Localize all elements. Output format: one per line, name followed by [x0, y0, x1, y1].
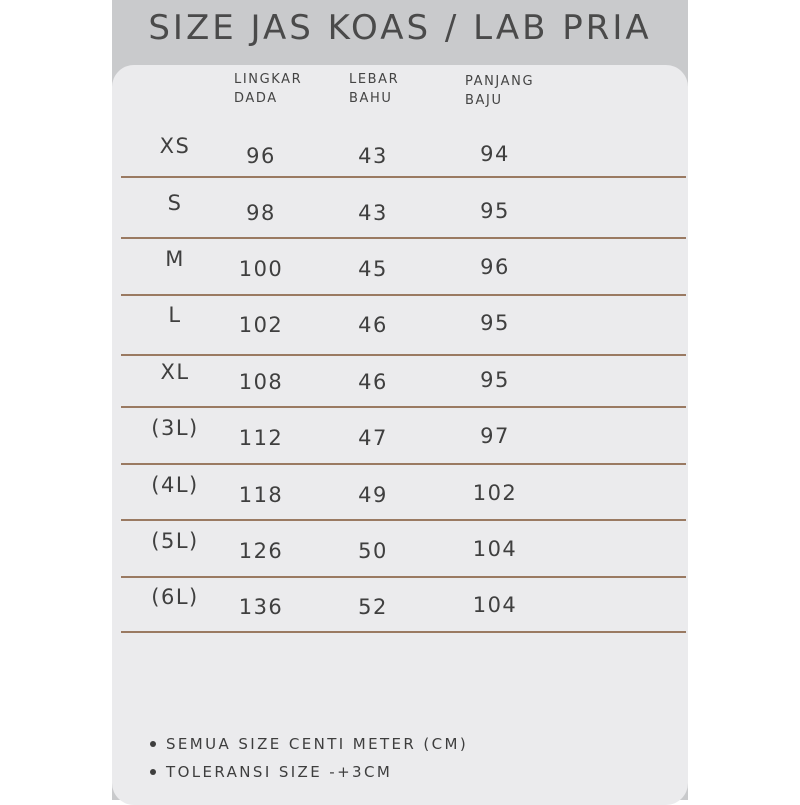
table-row — [0, 528, 800, 568]
size-cell: XL — [160, 360, 190, 384]
size-cell: S — [167, 191, 183, 215]
size-cell: M — [165, 247, 185, 271]
column-header-line: BAJU — [465, 93, 503, 108]
table-row — [0, 302, 800, 342]
column-header-line: LINGKAR — [234, 72, 303, 87]
panjang-baju-cell: 104 — [472, 537, 518, 561]
lingkar-dada-cell: 112 — [238, 426, 284, 450]
notes-list — [150, 730, 468, 786]
note-text: TOLERANSI SIZE -+3CM — [166, 763, 393, 781]
bullet-icon — [150, 741, 156, 747]
size-cell: (4L) — [151, 473, 199, 497]
lingkar-dada-cell: 100 — [238, 257, 284, 281]
lebar-bahu-cell: 49 — [358, 483, 388, 507]
table-row — [0, 472, 800, 512]
row-divider — [121, 237, 686, 239]
size-cell: (5L) — [151, 529, 199, 553]
table-row — [0, 133, 800, 173]
lingkar-dada-cell: 102 — [238, 313, 284, 337]
size-cell: (3L) — [151, 416, 199, 440]
size-cell: L — [168, 303, 182, 327]
lebar-bahu-cell: 43 — [358, 201, 388, 225]
lingkar-dada-cell: 118 — [238, 483, 284, 507]
note-text: SEMUA SIZE CENTI METER (CM) — [166, 735, 469, 753]
row-divider — [121, 354, 686, 356]
size-cell: (6L) — [151, 585, 199, 609]
table-row — [0, 359, 800, 399]
row-divider — [121, 294, 686, 296]
lingkar-dada-cell: 136 — [238, 595, 284, 619]
table-row — [0, 415, 800, 455]
row-divider — [121, 631, 686, 633]
page-title: SIZE JAS KOAS / LAB PRIA — [148, 8, 652, 48]
panjang-baju-cell: 97 — [480, 424, 510, 448]
panjang-baju-cell: 104 — [472, 593, 518, 617]
column-header-lingkar-dada — [234, 70, 302, 108]
lebar-bahu-cell: 47 — [358, 426, 388, 450]
lebar-bahu-cell: 52 — [358, 595, 388, 619]
panjang-baju-cell: 95 — [480, 311, 510, 335]
column-header-panjang-baju — [465, 72, 534, 110]
table-row — [0, 246, 800, 286]
table-row — [0, 584, 800, 624]
lebar-bahu-cell: 50 — [358, 539, 388, 563]
lingkar-dada-cell: 126 — [238, 539, 284, 563]
row-divider — [121, 519, 686, 521]
panjang-baju-cell: 95 — [480, 368, 510, 392]
lingkar-dada-cell: 96 — [246, 144, 276, 168]
column-header-line: LEBAR — [349, 72, 400, 87]
panjang-baju-cell: 94 — [480, 142, 510, 166]
row-divider — [121, 576, 686, 578]
column-header-line: DADA — [234, 91, 278, 106]
note-item — [150, 730, 468, 758]
panjang-baju-cell: 95 — [480, 199, 510, 223]
table-row — [0, 190, 800, 230]
lebar-bahu-cell: 43 — [358, 144, 388, 168]
bullet-icon — [150, 769, 156, 775]
panjang-baju-cell: 96 — [480, 255, 510, 279]
lebar-bahu-cell: 46 — [358, 313, 388, 337]
note-item — [150, 758, 468, 786]
column-header-line: PANJANG — [465, 74, 535, 89]
column-header-lebar-bahu — [349, 70, 399, 108]
panjang-baju-cell: 102 — [472, 481, 518, 505]
lingkar-dada-cell: 98 — [246, 201, 276, 225]
column-header-line: BAHU — [349, 91, 393, 106]
size-cell: XS — [159, 134, 191, 158]
row-divider — [121, 463, 686, 465]
lingkar-dada-cell: 108 — [238, 370, 284, 394]
row-divider — [121, 176, 686, 178]
lebar-bahu-cell: 46 — [358, 370, 388, 394]
row-divider — [121, 406, 686, 408]
lebar-bahu-cell: 45 — [358, 257, 388, 281]
